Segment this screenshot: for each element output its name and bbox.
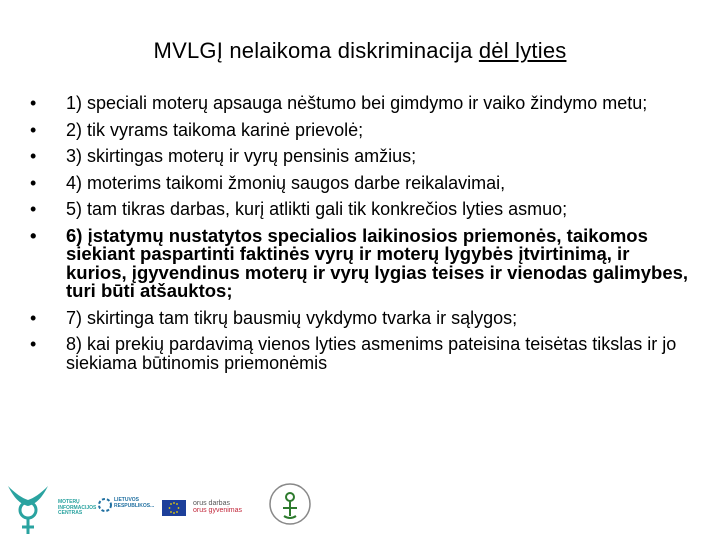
bullet-icon: •	[30, 172, 37, 193]
slide-title-underlined: dėl lyties	[478, 38, 567, 63]
list-item-text: 3) skirtingas moterų ir vyrų pensinis amžius;	[66, 146, 417, 166]
list-item	[30, 147, 690, 166]
slide-title	[0, 38, 720, 64]
orus-darbas-logo	[193, 500, 255, 514]
eu-flag-icon	[162, 500, 186, 516]
bullet-icon: •	[30, 199, 37, 219]
list-item-text: 7) skirtinga tam tikrų bausmių vykdymo tvarka ir sąlygos;	[66, 307, 518, 328]
esf-star-icon	[98, 498, 112, 512]
round-emblem-icon	[268, 482, 312, 526]
footer-logos	[0, 478, 720, 540]
list-item	[30, 94, 690, 113]
esf-logo-text: LIETUVOS RESPUBLIKOS...	[114, 497, 155, 509]
orus-darbas-text: orus darbas	[193, 500, 230, 507]
list-item	[30, 121, 690, 140]
list-item-text: 5) tam tikras darbas, kurį atlikti gali tik konkrečios lyties asmuo;	[66, 199, 568, 219]
moteru-center-logo-text: MOTERŲ INFORMACIJOS CENTRAS	[58, 499, 97, 516]
list-item-text: 1) speciali moterų apsauga nėštumo bei gimdymo ir vaiko žindymo metu;	[66, 93, 648, 113]
list-item	[30, 200, 690, 219]
orus-gyvenimas-text: orus gyvenimas	[193, 507, 243, 514]
bullet-icon: •	[30, 307, 37, 328]
list-item	[30, 335, 690, 372]
bullet-list	[30, 94, 690, 380]
slide-title-main: MVLGĮ nelaikoma diskriminacija	[153, 38, 479, 63]
venus-logo-icon	[2, 480, 54, 538]
list-item-text: 8) kai prekių pardavimą vienos lyties asmenims pateisina teisėtas tikslas ir jo siekiama būtinomis priemonėmis	[66, 334, 677, 373]
list-item-text: 4) moterims taikomi žmonių saugos darbe reikalavimai,	[66, 172, 506, 193]
bullet-icon: •	[30, 334, 37, 354]
list-item-text: 2) tik vyrams taikoma karinė prievolė;	[66, 119, 364, 140]
list-item-text: 6) įstatymų nustatytos specialios laikinosios priemonės, taikomos siekiant paspartinti faktinės vyrų ir moterų lygybės įtvirtinimą, ir kurios, įgyvendinus moterų ir vyrų lygias teises ir vienodas galimybes, turi būti atšauktos;	[66, 224, 689, 301]
list-item	[30, 174, 690, 193]
bullet-icon: •	[30, 224, 37, 246]
list-item	[30, 309, 690, 328]
bullet-icon: •	[30, 119, 37, 140]
bullet-icon: •	[30, 146, 37, 166]
list-item-bold	[30, 224, 690, 301]
bullet-icon: •	[30, 93, 37, 113]
